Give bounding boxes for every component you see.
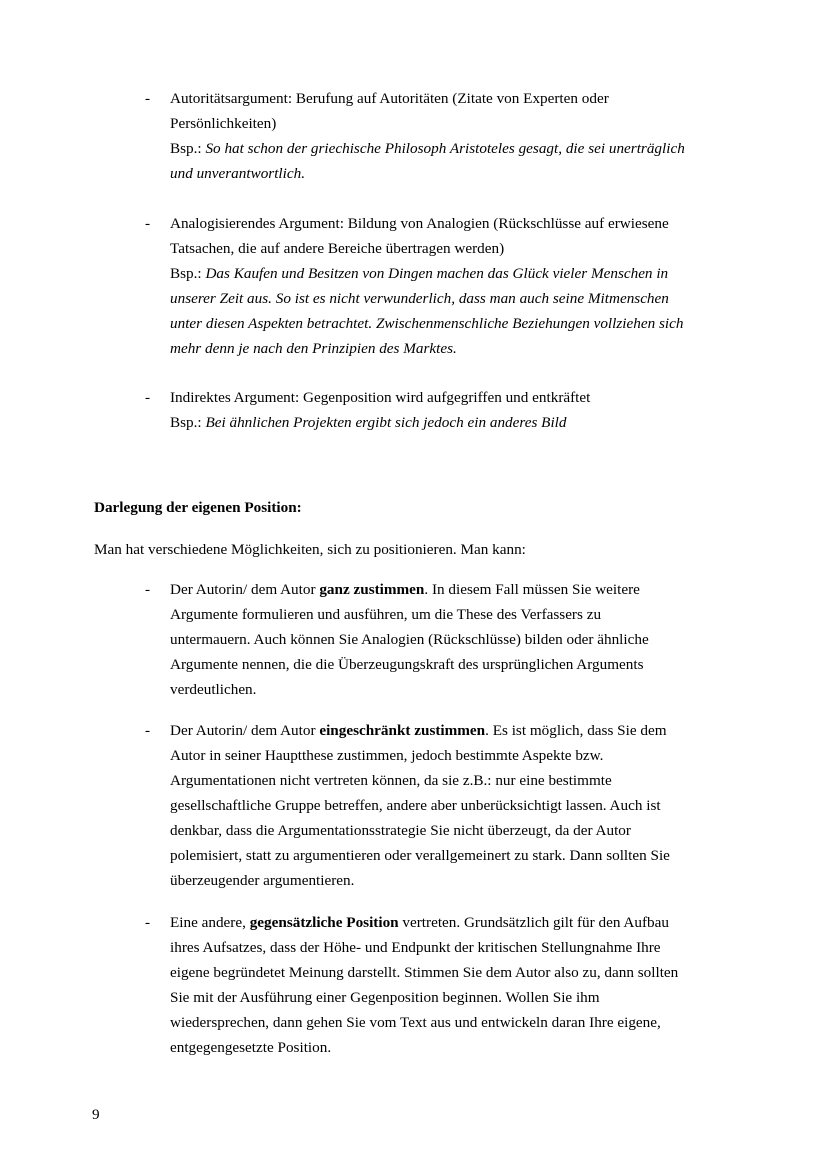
- option-text-line: gesellschaftliche Gruppe betreffen, andere aber unberücksichtigt lassen. Auch ist: [170, 797, 661, 814]
- option-first-line: [170, 718, 770, 743]
- option-text-line: Argumente formulieren und ausführen, um die These des Verfassers zu: [170, 606, 602, 623]
- example-line: [170, 410, 770, 435]
- example-text: Bei ähnlichen Projekten ergibt sich jedoch ein anderes Bild: [205, 414, 567, 431]
- option-text-line: untermauern. Auch können Sie Analogien (Rückschlüsse) bilden oder ähnliche: [170, 631, 649, 648]
- bullet-dash: -: [145, 215, 151, 232]
- list-item-body: [170, 86, 770, 186]
- example-line: [170, 261, 770, 286]
- option-text-line: verdeutlichen.: [170, 681, 257, 698]
- example-text: Das Kaufen und Besitzen von Dingen machen das Glück vieler Menschen in: [205, 265, 669, 282]
- example-prefix: Bsp.:: [170, 265, 206, 282]
- argument-text-line: Analogisierendes Argument: Bildung von Analogien (Rückschlüsse auf erwiesene: [170, 215, 669, 232]
- argument-text-line: [170, 111, 770, 136]
- argument-text-line: Indirektes Argument: Gegenposition wird aufgegriffen und entkräftet: [170, 389, 591, 406]
- example-text: mehr denn je nach den Prinzipien des Marktes.: [170, 340, 457, 357]
- argument-text-line: Tatsachen, die auf andere Bereiche übertragen werden): [170, 240, 505, 257]
- option-text-line: polemisiert, statt zu argumentieren oder verallgemeinert zu stark. Dann sollten Sie: [170, 847, 670, 864]
- argument-text-line: Autoritätsargument: Berufung auf Autoritäten (Zitate von Experten oder: [170, 90, 609, 107]
- option-text-line: wiedersprechen, dann gehen Sie vom Text aus und entwickeln daran Ihre eigene,: [170, 1014, 661, 1031]
- option-text-line: Argumente nennen, die die Überzeugungskraft des ursprünglichen Arguments: [170, 656, 644, 673]
- example-text: und unverantwortlich.: [170, 165, 305, 182]
- example-text: unter diesen Aspekten betrachtet. Zwischenmenschliche Beziehungen vollziehen sich: [170, 315, 684, 332]
- list-item-body: [170, 718, 770, 893]
- example-prefix: Bsp.:: [170, 140, 206, 157]
- option-first-line: [170, 577, 770, 602]
- option-text-pre: Eine andere,: [170, 914, 250, 931]
- example-text: unserer Zeit aus. So ist es nicht verwunderlich, dass man auch seine Mitmenschen: [170, 290, 669, 307]
- page-number: 9: [92, 1106, 100, 1123]
- option-text-pre: Der Autorin/ dem Autor: [170, 581, 320, 598]
- bullet-dash: -: [145, 389, 151, 406]
- list-item-body: [170, 577, 770, 702]
- bullet-dash: -: [145, 581, 151, 598]
- argument-text-fragment: Persönlichkeiten): [170, 115, 277, 132]
- example-text: So hat schon der griechische Philosoph Aristoteles gesagt, die sei unerträglich: [205, 140, 685, 157]
- bullet-dash: -: [145, 722, 151, 739]
- example-prefix: Bsp.:: [170, 414, 206, 431]
- option-text-line: Sie mit der Ausführung einer Gegenposition beginnen. Wollen Sie ihm: [170, 989, 600, 1006]
- list-item-body: [170, 385, 770, 435]
- bullet-dash: -: [145, 90, 151, 107]
- option-text-line: Autor in seiner Hauptthese zustimmen, jedoch bestimmte Aspekte bzw.: [170, 747, 604, 764]
- option-text-line: ihres Aufsatzes, dass der Höhe- und Endpunkt der kritischen Stellungnahme Ihre: [170, 939, 661, 956]
- option-emphasis: ganz zustimmen: [319, 581, 425, 598]
- list-item-body: [170, 910, 770, 1060]
- option-text-line: überzeugender argumentieren.: [170, 872, 355, 889]
- option-text-pre: Der Autorin/ dem Autor: [170, 722, 320, 739]
- example-line: [170, 136, 770, 161]
- list-item-body: [170, 211, 770, 361]
- option-emphasis: gegensätzliche Position: [249, 914, 399, 931]
- option-text-post: . Es ist möglich, dass Sie dem: [485, 722, 667, 739]
- option-text-line: eigene begründetet Meinung darstellt. Stimmen Sie dem Autor also zu, dann sollten: [170, 964, 679, 981]
- option-text-line: entgegengesetzte Position.: [170, 1039, 332, 1056]
- bullet-dash: -: [145, 914, 151, 931]
- option-first-line: [170, 910, 770, 935]
- option-emphasis: eingeschränkt zustimmen: [319, 722, 486, 739]
- section-heading: Darlegung der eigenen Position:: [94, 499, 302, 516]
- option-text-line: denkbar, dass die Argumentationsstrategie Sie nicht überzeugt, da der Autor: [170, 822, 631, 839]
- option-text-post: . In diesem Fall müssen Sie weitere: [424, 581, 640, 598]
- section-intro: Man hat verschiedene Möglichkeiten, sich zu positionieren. Man kann:: [94, 541, 526, 558]
- option-text-post: vertreten. Grundsätzlich gilt für den Aufbau: [398, 914, 669, 931]
- option-text-line: Argumentationen nicht vertreten können, da sie z.B.: nur eine bestimmte: [170, 772, 612, 789]
